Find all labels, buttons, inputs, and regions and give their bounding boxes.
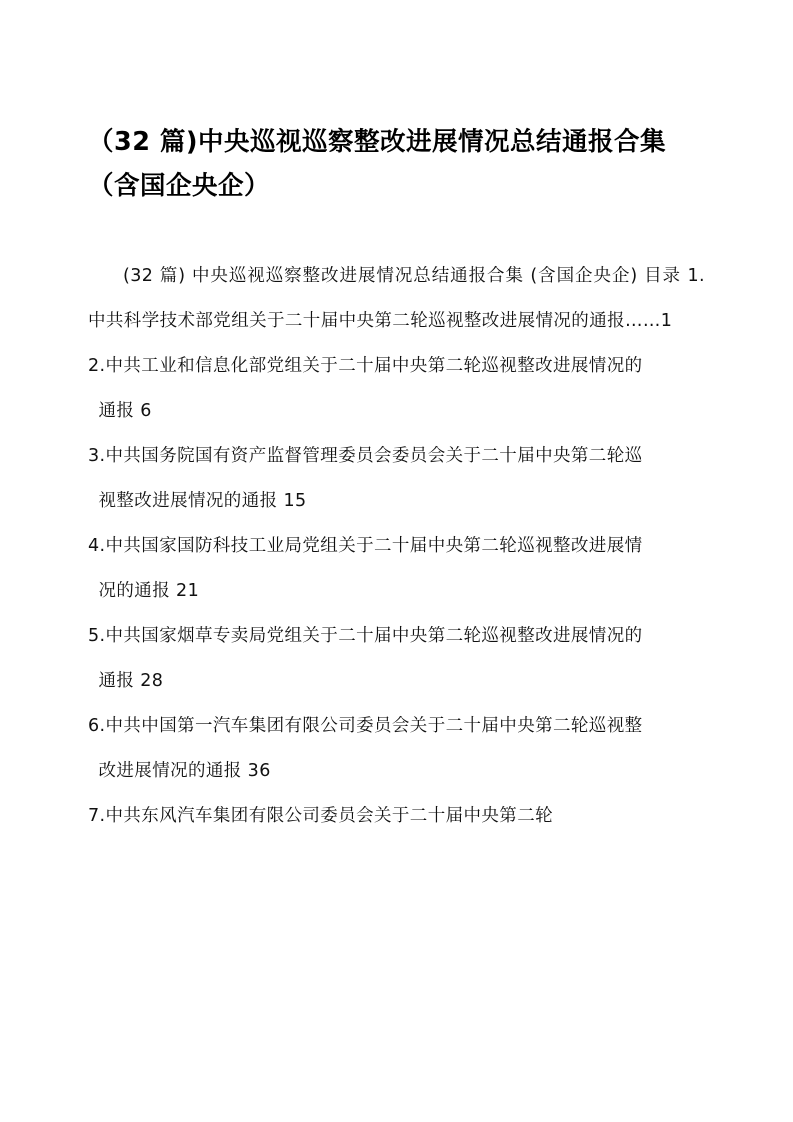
paragraph: 6.中共中国第一汽车集团有限公司委员会关于二十届中央第二轮巡视整: [88, 716, 643, 736]
paragraph: 通报 28: [98, 671, 164, 691]
page-title: （32 篇)中央巡视巡察整改进展情况总结通报合集（含国企央企）: [88, 127, 667, 201]
paragraph: 7.中共东风汽车集团有限公司委员会关于二十届中央第二轮: [88, 806, 553, 826]
paragraph: 视整改进展情况的通报 15: [98, 491, 307, 511]
paragraph: 改进展情况的通报 36: [98, 761, 271, 781]
document-body: [88, 254, 705, 839]
paragraph: 2.中共工业和信息化部党组关于二十届中央第二轮巡视整改进展情况的: [88, 356, 643, 376]
paragraph: 4.中共国家国防科技工业局党组关于二十届中央第二轮巡视整改进展情: [88, 536, 643, 556]
paragraph: 通报 6: [98, 401, 152, 421]
paragraph: 5.中共国家烟草专卖局党组关于二十届中央第二轮巡视整改进展情况的: [88, 626, 643, 646]
paragraph: 况的通报 21: [98, 581, 200, 601]
paragraph: 3.中共国务院国有资产监督管理委员会委员会关于二十届中央第二轮巡: [88, 446, 643, 466]
paragraph: (32 篇) 中央巡视巡察整改进展情况总结通报合集 (含国企央企) 目录 1.中共科学技术部党组关于二十届中央第二轮巡视整改进展情况的通报……1: [88, 266, 705, 331]
